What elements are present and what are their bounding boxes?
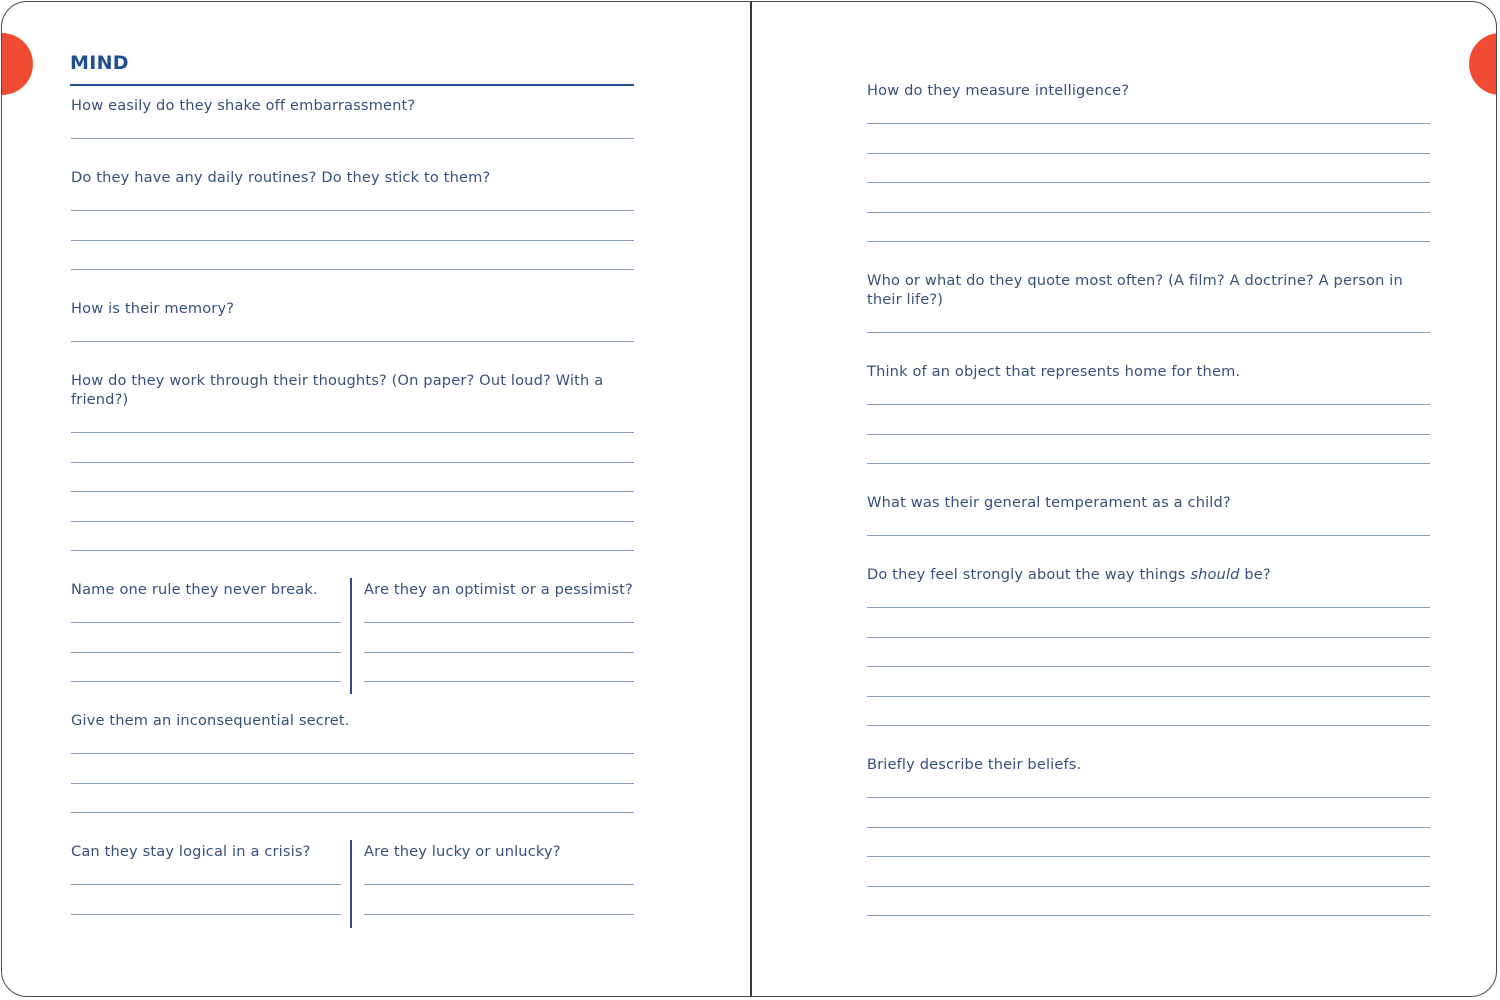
answer-line[interactable] — [71, 812, 634, 813]
answer-line[interactable] — [867, 637, 1430, 638]
section-title-rule — [70, 84, 634, 86]
answer-line[interactable] — [867, 434, 1430, 435]
answer-line[interactable] — [364, 681, 634, 682]
answer-line[interactable] — [867, 153, 1430, 154]
answer-line[interactable] — [867, 797, 1430, 798]
question-text: Do they feel strongly about the way things — [867, 566, 1191, 583]
answer-line[interactable] — [71, 432, 634, 433]
answer-line[interactable] — [71, 462, 634, 463]
answer-line[interactable] — [71, 884, 341, 885]
answer-line[interactable] — [364, 622, 634, 623]
answer-line[interactable] — [867, 535, 1430, 536]
right-page-tab — [1469, 33, 1497, 95]
answer-line[interactable] — [71, 914, 341, 915]
answer-line[interactable] — [364, 914, 634, 915]
book-spine — [750, 2, 752, 997]
answer-line[interactable] — [867, 607, 1430, 608]
answer-line[interactable] — [867, 404, 1430, 405]
question-embarrassment: How easily do they shake off embarrassment? — [71, 97, 416, 114]
answer-line[interactable] — [867, 463, 1430, 464]
answer-line[interactable] — [71, 681, 341, 682]
answer-line[interactable] — [364, 652, 634, 653]
answer-line[interactable] — [867, 212, 1430, 213]
column-divider — [350, 578, 352, 694]
question-intelligence: How do they measure intelligence? — [867, 82, 1130, 99]
question-temperament: What was their general temperament as a child? — [867, 494, 1231, 511]
answer-line[interactable] — [71, 210, 634, 211]
answer-line[interactable] — [364, 884, 634, 885]
answer-line[interactable] — [867, 241, 1430, 242]
question-memory: How is their memory? — [71, 300, 235, 317]
answer-line[interactable] — [71, 240, 634, 241]
answer-line[interactable] — [867, 123, 1430, 124]
answer-line[interactable] — [867, 886, 1430, 887]
answer-line[interactable] — [71, 652, 341, 653]
emphasis-text: should — [1190, 566, 1240, 583]
question-text: be? — [1239, 566, 1271, 583]
answer-line[interactable] — [867, 856, 1430, 857]
answer-line[interactable] — [71, 491, 634, 492]
question-feel-strongly — [867, 565, 1427, 584]
column-divider — [350, 840, 352, 928]
answer-line[interactable] — [71, 341, 634, 342]
answer-line[interactable] — [867, 666, 1430, 667]
answer-line[interactable] — [867, 827, 1430, 828]
answer-line[interactable] — [867, 725, 1430, 726]
question-rule-never-break: Name one rule they never break. — [71, 581, 318, 598]
answer-line[interactable] — [71, 269, 634, 270]
answer-line[interactable] — [867, 915, 1430, 916]
question-thoughts: How do they work through their thoughts? (On paper? Out loud? With a friend?) — [71, 372, 604, 408]
answer-line[interactable] — [71, 753, 634, 754]
question-home-object: Think of an object that represents home for them. — [867, 363, 1241, 380]
answer-line[interactable] — [71, 550, 634, 551]
answer-line[interactable] — [867, 332, 1430, 333]
question-logical-crisis: Can they stay logical in a crisis? — [71, 843, 311, 860]
question-quote: Who or what do they quote most often? (A film? A doctrine? A person in their life?) — [867, 272, 1403, 308]
answer-line[interactable] — [867, 696, 1430, 697]
answer-line[interactable] — [867, 182, 1430, 183]
answer-line[interactable] — [71, 783, 634, 784]
question-lucky-unlucky: Are they lucky or unlucky? — [364, 843, 561, 860]
question-beliefs: Briefly describe their beliefs. — [867, 756, 1082, 773]
question-optimist-pessimist: Are they an optimist or a pessimist? — [364, 581, 633, 598]
left-page-tab — [1, 33, 33, 95]
section-title: MIND — [70, 52, 129, 74]
answer-line[interactable] — [71, 622, 341, 623]
question-daily-routines: Do they have any daily routines? Do they stick to them? — [71, 169, 491, 186]
answer-line[interactable] — [71, 138, 634, 139]
notebook-spread — [1, 1, 1497, 997]
answer-line[interactable] — [71, 521, 634, 522]
question-secret: Give them an inconsequential secret. — [71, 712, 350, 729]
